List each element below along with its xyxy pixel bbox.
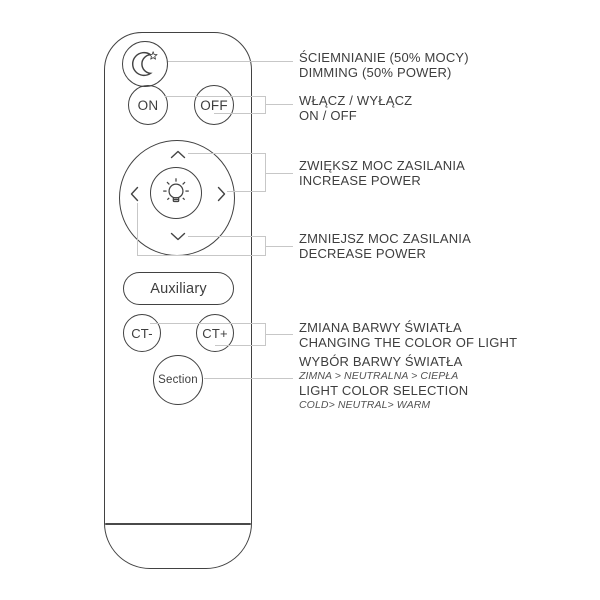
connector-increase-out — [265, 173, 293, 174]
auxiliary-button[interactable]: Auxiliary — [123, 272, 234, 305]
connector-onoff-bracket — [265, 96, 266, 114]
connector-on — [165, 96, 265, 97]
chevron-left-icon — [130, 186, 139, 202]
dpad-up-button[interactable] — [170, 150, 186, 159]
annotation-color-change — [299, 320, 517, 350]
annotation-increase-en: INCREASE POWER — [299, 173, 421, 188]
chevron-right-icon — [217, 186, 226, 202]
connector-section — [204, 378, 293, 379]
annotation-power — [299, 93, 412, 123]
annotation-color-selection-en-sub: COLD> NEUTRAL> WARM — [299, 399, 431, 411]
connector-right — [227, 191, 265, 192]
off-button[interactable]: OFF — [194, 85, 234, 125]
connector-left-run — [137, 255, 265, 256]
annotation-increase-pl: ZWIĘKSZ MOC ZASILANIA — [299, 158, 465, 173]
light-bulb-icon — [151, 167, 201, 219]
annotation-dimming-pl: ŚCIEMNIANIE (50% MOCY) — [299, 50, 469, 65]
annotation-decrease — [299, 231, 471, 261]
dpad-left-button[interactable] — [130, 186, 139, 202]
connector-decrease-out — [265, 246, 293, 247]
annotation-decrease-pl: ZMNIEJSZ MOC ZASILANIA — [299, 231, 471, 246]
annotation-power-pl: WŁĄCZ / WYŁĄCZ — [299, 93, 413, 108]
ct-minus-button[interactable]: CT- — [123, 314, 161, 352]
connector-up — [188, 153, 265, 154]
connector-down — [188, 236, 265, 237]
annotation-power-en: ON / OFF — [299, 108, 357, 123]
connector-ct-minus — [150, 323, 265, 324]
connector-ct-plus — [215, 345, 265, 346]
battery-compartment-line — [105, 523, 251, 525]
annotation-color-selection-pl-sub: ZIMNA > NEUTRALNA > CIEPŁA — [299, 370, 459, 382]
annotation-increase — [299, 158, 465, 188]
connector-ct-out — [265, 334, 293, 335]
dpad-down-button[interactable] — [170, 232, 186, 241]
connector-left-drop — [137, 203, 138, 255]
section-button[interactable]: Section — [153, 355, 203, 405]
dpad-right-button[interactable] — [217, 186, 226, 202]
chevron-up-icon — [170, 150, 186, 159]
annotation-color-selection-pl: WYBÓR BARWY ŚWIATŁA — [299, 354, 463, 369]
annotation-dimming — [299, 50, 469, 80]
connector-dimming — [168, 61, 293, 62]
crescent-moon-star-icon — [123, 41, 167, 87]
connector-onoff-out — [265, 104, 293, 105]
chevron-down-icon — [170, 232, 186, 241]
on-button[interactable]: ON — [128, 85, 168, 125]
ct-plus-button[interactable]: CT+ — [196, 314, 234, 352]
annotation-color-change-en: CHANGING THE COLOR OF LIGHT — [299, 335, 518, 350]
annotation-color-change-pl: ZMIANA BARWY ŚWIATŁA — [299, 320, 462, 335]
dimming-button[interactable] — [122, 41, 168, 87]
connector-off — [214, 113, 265, 114]
annotation-color-selection-en: LIGHT COLOR SELECTION — [299, 383, 469, 398]
annotation-decrease-en: DECREASE POWER — [299, 246, 427, 261]
annotation-dimming-en: DIMMING (50% POWER) — [299, 65, 452, 80]
annotation-color-selection — [299, 355, 468, 413]
dpad-center-button[interactable] — [150, 167, 202, 219]
